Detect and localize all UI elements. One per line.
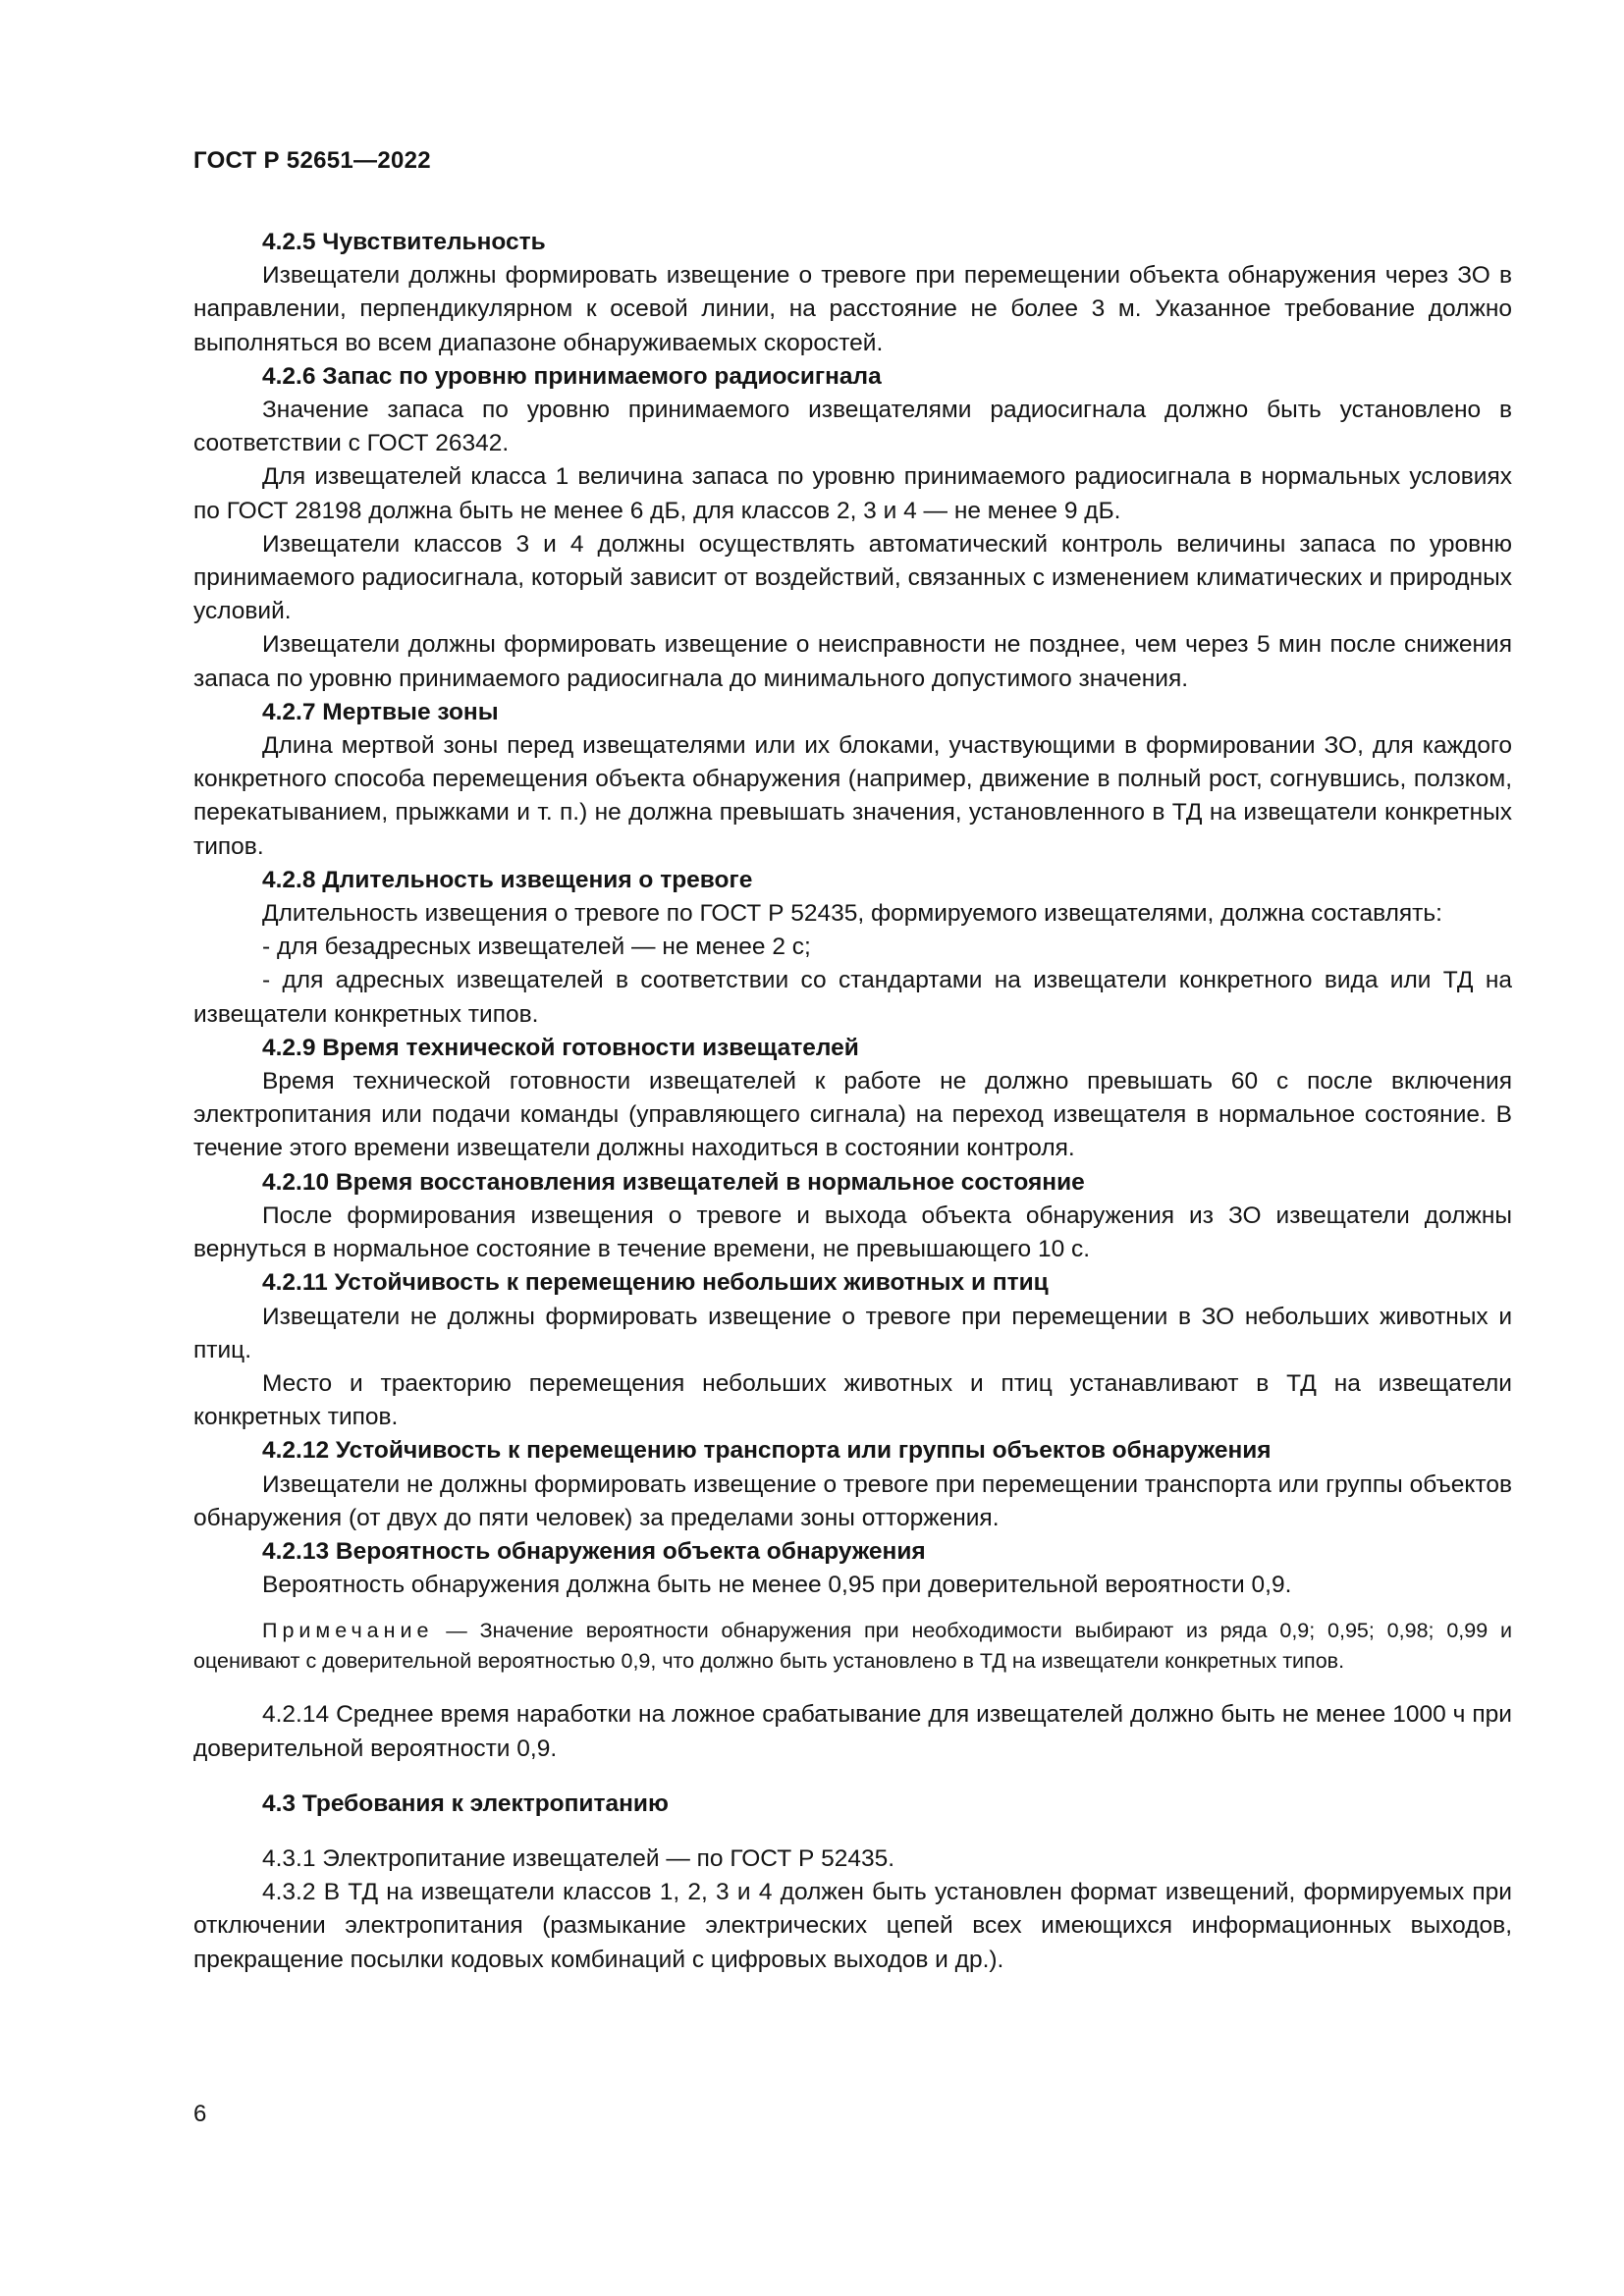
- section-heading: 4.2.6 Запас по уровню принимаемого радиосигнала: [262, 362, 882, 390]
- body-paragraph: 4.3.2 В ТД на извещатели классов 1, 2, 3 и 4 должен быть установлен формат извещений, формируемых при отключении электропитания (размыкание электрических цепей всех имеющихся информационных выходов, прекращение посылки кодовых комбинаций с цифровых выходов и др.).: [193, 1879, 1512, 1973]
- body-paragraph: Место и траекторию перемещения небольших животных и птиц устанавливают в ТД на извещатели конкретных типов.: [193, 1369, 1512, 1431]
- list-item: - для безадресных извещателей — не менее 2 с;: [262, 934, 811, 961]
- section-heading: 4.2.5 Чувствительность: [262, 229, 546, 255]
- body-paragraph: Извещатели классов 3 и 4 должны осуществлять автоматический контроль величины запаса по уровню принимаемого радиосигнала, который зависит от воздействий, связанных с изменением климатических и природных условий.: [193, 530, 1512, 625]
- section-heading: 4.2.7 Мертвые зоны: [262, 698, 499, 725]
- body-paragraph: Извещатели не должны формировать извещение о тревоге при перемещении в ЗО небольших животных и птиц.: [193, 1303, 1512, 1363]
- body-paragraph: Время технической готовности извещателей к работе не должно превышать 60 с после включения электропитания или подачи команды (управляющего сигнала) на переход извещателя в нормальное состояние. В течение этого времени извещатели должны находиться в состоянии контроля.: [193, 1068, 1512, 1162]
- section-heading: 4.2.9 Время технической готовности извещателей: [262, 1034, 859, 1061]
- note-paragraph: [193, 1616, 1512, 1677]
- list-item: - для адресных извещателей в соответствии со стандартами на извещатели конкретного вида или ТД на извещатели конкретных типов.: [193, 967, 1512, 1028]
- body-paragraph: 4.3.1 Электропитание извещателей — по ГОСТ Р 52435.: [262, 1844, 895, 1872]
- section-heading: 4.3 Требования к электропитанию: [262, 1789, 669, 1817]
- page-number: 6: [193, 2101, 207, 2127]
- body-paragraph: После формирования извещения о тревоге и выхода объекта обнаружения из ЗО извещатели должны вернуться в нормальное состояние в течение времени, не превышающего 10 с.: [193, 1201, 1512, 1263]
- body-paragraph: Для извещателей класса 1 величина запаса по уровню принимаемого радиосигнала в нормальных условиях по ГОСТ 28198 должна быть не менее 6 дБ, для классов 2, 3 и 4 — не менее 9 дБ.: [193, 463, 1512, 524]
- body-paragraph: Длительность извещения о тревоге по ГОСТ Р 52435, формируемого извещателями, должна составлять:: [262, 900, 1442, 928]
- body-paragraph: Вероятность обнаружения должна быть не менее 0,95 при доверительной вероятности 0,9.: [262, 1572, 1292, 1599]
- body-paragraph: Извещатели должны формировать извещение о неисправности не позднее, чем через 5 мин после снижения запаса по уровню принимаемого радиосигнала до минимального допустимого значения.: [193, 631, 1512, 692]
- section-heading: 4.2.10 Время восстановления извещателей в нормальное состояние: [262, 1168, 1085, 1196]
- section-heading: 4.2.12 Устойчивость к перемещению транспорта или группы объектов обнаружения: [262, 1437, 1272, 1465]
- section-heading: 4.2.8 Длительность извещения о тревоге: [262, 866, 753, 893]
- body-paragraph: Извещатели не должны формировать извещение о тревоге при перемещении транспорта или группы объектов обнаружения (от двух до пяти человек) за пределами зоны отторжения.: [193, 1470, 1512, 1531]
- body-paragraph: 4.2.14 Среднее время наработки на ложное срабатывание для извещателей должно быть не менее 1000 ч при доверительной вероятности 0,9.: [193, 1701, 1512, 1762]
- note-text: — Значение вероятности обнаружения при необходимости выбирают из ряда 0,9; 0,95; 0,98; 0,99 и оценивают с доверительной вероятностью 0,9, что должно быть установлено в ТД на извещатели конкретных типов.: [193, 1619, 1512, 1674]
- body-paragraph: Извещатели должны формировать извещение о тревоге при перемещении объекта обнаружения через ЗО в направлении, перпендикулярном к осевой линии, на расстояние не более 3 м. Указанное требование должно выполняться во всем диапазоне обнаруживаемых скоростей.: [193, 262, 1512, 356]
- note-label: Примечание: [262, 1619, 434, 1643]
- document-body: [193, 226, 1512, 1977]
- section-heading: 4.2.13 Вероятность обнаружения объекта обнаружения: [262, 1537, 926, 1565]
- document-header: ГОСТ Р 52651—2022: [193, 147, 431, 174]
- section-heading: 4.2.11 Устойчивость к перемещению небольших животных и птиц: [262, 1269, 1049, 1297]
- body-paragraph: Длина мертвой зоны перед извещателями или их блоками, участвующими в формировании ЗО, для каждого конкретного способа перемещения объекта обнаружения (например, движение в полный рост, согнувшись, ползком, перекатыванием, прыжками и т. п.) не должна превышать значения, установленного в ТД на извещатели конкретных типов.: [193, 732, 1512, 860]
- body-paragraph: Значение запаса по уровню принимаемого извещателями радиосигнала должно быть установлено в соответствии с ГОСТ 26342.: [193, 397, 1512, 457]
